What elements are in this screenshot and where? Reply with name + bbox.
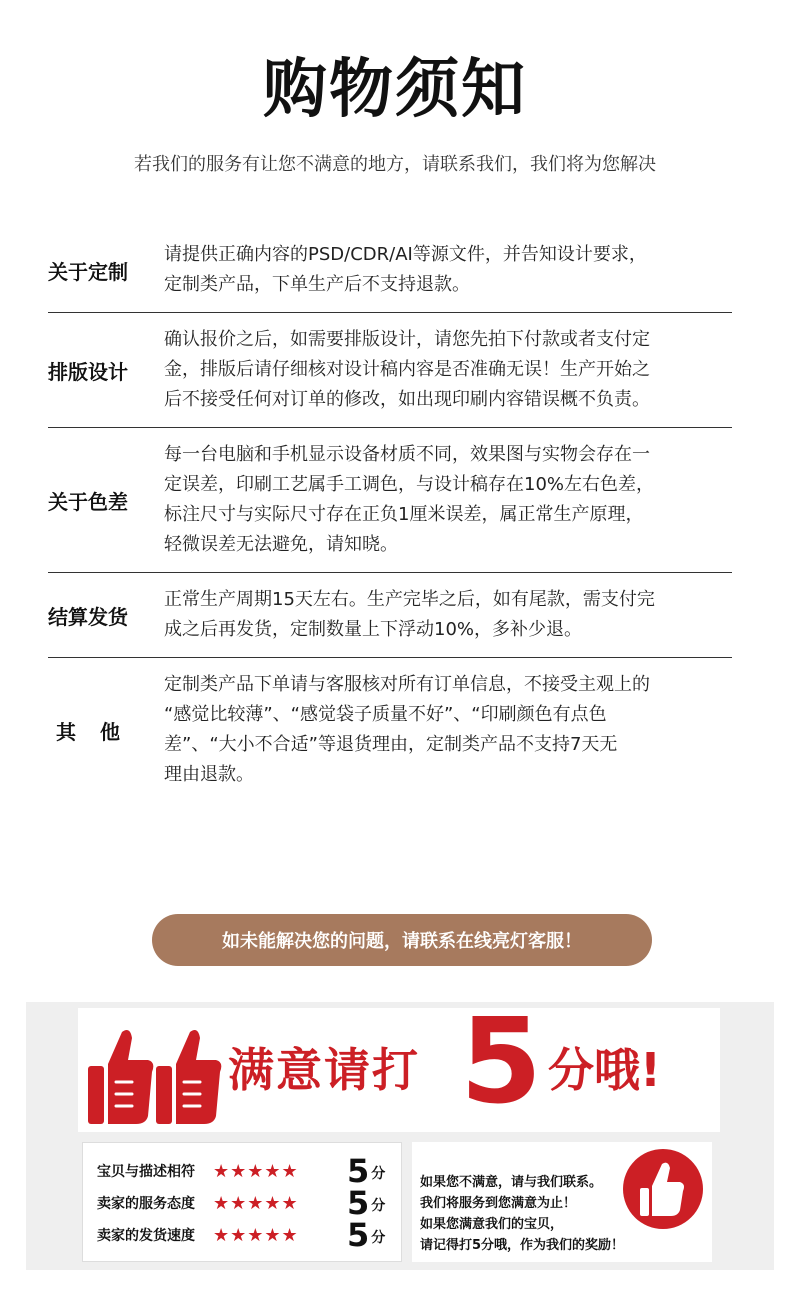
rating-panel bbox=[26, 992, 774, 1270]
rule-title: 关于色差 bbox=[48, 489, 128, 514]
star-icon: ★★★★★ bbox=[213, 1224, 299, 1246]
rule-body bbox=[164, 440, 732, 560]
note-line: 我们将服务到您满意为止！ bbox=[420, 1196, 577, 1211]
score-unit: 分 bbox=[371, 1166, 386, 1182]
note-line: 如果您满意我们的宝贝， bbox=[420, 1217, 564, 1232]
rule-line: 确认报价之后，如需要排版设计，请您先拍下付款或者支付定 bbox=[164, 329, 650, 350]
thumbs-up-circle-icon bbox=[620, 1146, 706, 1232]
rule-line: 每一台电脑和手机显示设备材质不同，效果图与实物会存在一 bbox=[164, 444, 650, 465]
rating-banner-tail: 分哦! bbox=[548, 1043, 661, 1097]
score-row bbox=[97, 1152, 387, 1190]
note-box bbox=[412, 1142, 712, 1262]
score-unit: 分 bbox=[371, 1230, 386, 1246]
rating-banner-number: 5 bbox=[460, 992, 543, 1130]
rule-color-difference bbox=[48, 428, 732, 573]
score-value: 5 bbox=[347, 1152, 370, 1190]
rule-title: 其他 bbox=[56, 719, 144, 744]
rule-custom bbox=[48, 228, 732, 313]
score-unit: 分 bbox=[371, 1198, 386, 1214]
rule-line: 定制类产品，下单生产后不支持退款。 bbox=[164, 274, 470, 295]
rule-body bbox=[164, 670, 732, 790]
rule-title: 结算发货 bbox=[48, 604, 128, 629]
rule-line: 轻微误差无法避免，请知晓。 bbox=[164, 534, 398, 555]
score-row bbox=[97, 1184, 387, 1222]
rule-body bbox=[164, 325, 732, 415]
rule-line: 理由退款。 bbox=[164, 764, 254, 785]
rule-other bbox=[48, 658, 732, 802]
note-line: 请记得打5分哦，作为我们的奖励！ bbox=[420, 1238, 625, 1253]
score-label: 宝贝与描述相符 bbox=[97, 1164, 195, 1180]
score-value: 5 bbox=[347, 1216, 370, 1254]
contact-service-banner: 如未能解决您的问题，请联系在线亮灯客服！ bbox=[152, 914, 652, 966]
score-box bbox=[82, 1142, 402, 1262]
thumbs-up-icon bbox=[86, 1024, 222, 1128]
star-icon: ★★★★★ bbox=[213, 1160, 299, 1182]
score-row bbox=[97, 1216, 387, 1254]
rule-body bbox=[164, 585, 732, 645]
rule-line: 成之后再发货，定制数量上下浮动10%，多补少退。 bbox=[164, 619, 583, 640]
rules-list bbox=[48, 228, 732, 802]
rule-line: 正常生产周期15天左右。生产完毕之后，如有尾款，需支付完 bbox=[164, 589, 655, 610]
rule-line: 请提供正确内容的PSD/CDR/AI等源文件，并告知设计要求， bbox=[164, 244, 647, 265]
rule-line: 差”、“大小不合适”等退货理由，定制类产品不支持7天无 bbox=[164, 734, 618, 755]
rule-layout-design bbox=[48, 313, 732, 428]
rating-banner bbox=[78, 992, 720, 1132]
rule-settlement-shipping bbox=[48, 573, 732, 658]
page-title: 购物须知 bbox=[263, 53, 527, 127]
rule-title: 排版设计 bbox=[48, 359, 128, 384]
rule-line: 定误差，印刷工艺属手工调色，与设计稿存在10%左右色差， bbox=[164, 474, 655, 495]
rule-title: 关于定制 bbox=[48, 259, 128, 284]
rule-line: “感觉比较薄”、“感觉袋子质量不好”、“印刷颜色有点色 bbox=[164, 704, 607, 725]
rule-line: 金，排版后请仔细核对设计稿内容是否准确无误！生产开始之 bbox=[164, 359, 650, 380]
score-value: 5 bbox=[347, 1184, 370, 1222]
star-icon: ★★★★★ bbox=[213, 1192, 299, 1214]
rule-line: 标注尺寸与实际尺寸存在正负1厘米误差，属正常生产原理， bbox=[164, 504, 644, 525]
score-label: 卖家的发货速度 bbox=[97, 1228, 195, 1244]
page-subtitle: 若我们的服务有让您不满意的地方，请联系我们，我们将为您解决 bbox=[134, 154, 656, 175]
rule-body bbox=[164, 240, 732, 300]
note-line: 如果您不满意，请与我们联系。 bbox=[420, 1175, 603, 1190]
score-label: 卖家的服务态度 bbox=[97, 1196, 195, 1212]
rule-line: 后不接受任何对订单的修改，如出现印刷内容错误概不负责。 bbox=[164, 389, 650, 410]
rule-line: 定制类产品下单请与客服核对所有订单信息，不接受主观上的 bbox=[164, 674, 650, 695]
rating-banner-text: 满意请打 bbox=[228, 1043, 420, 1097]
